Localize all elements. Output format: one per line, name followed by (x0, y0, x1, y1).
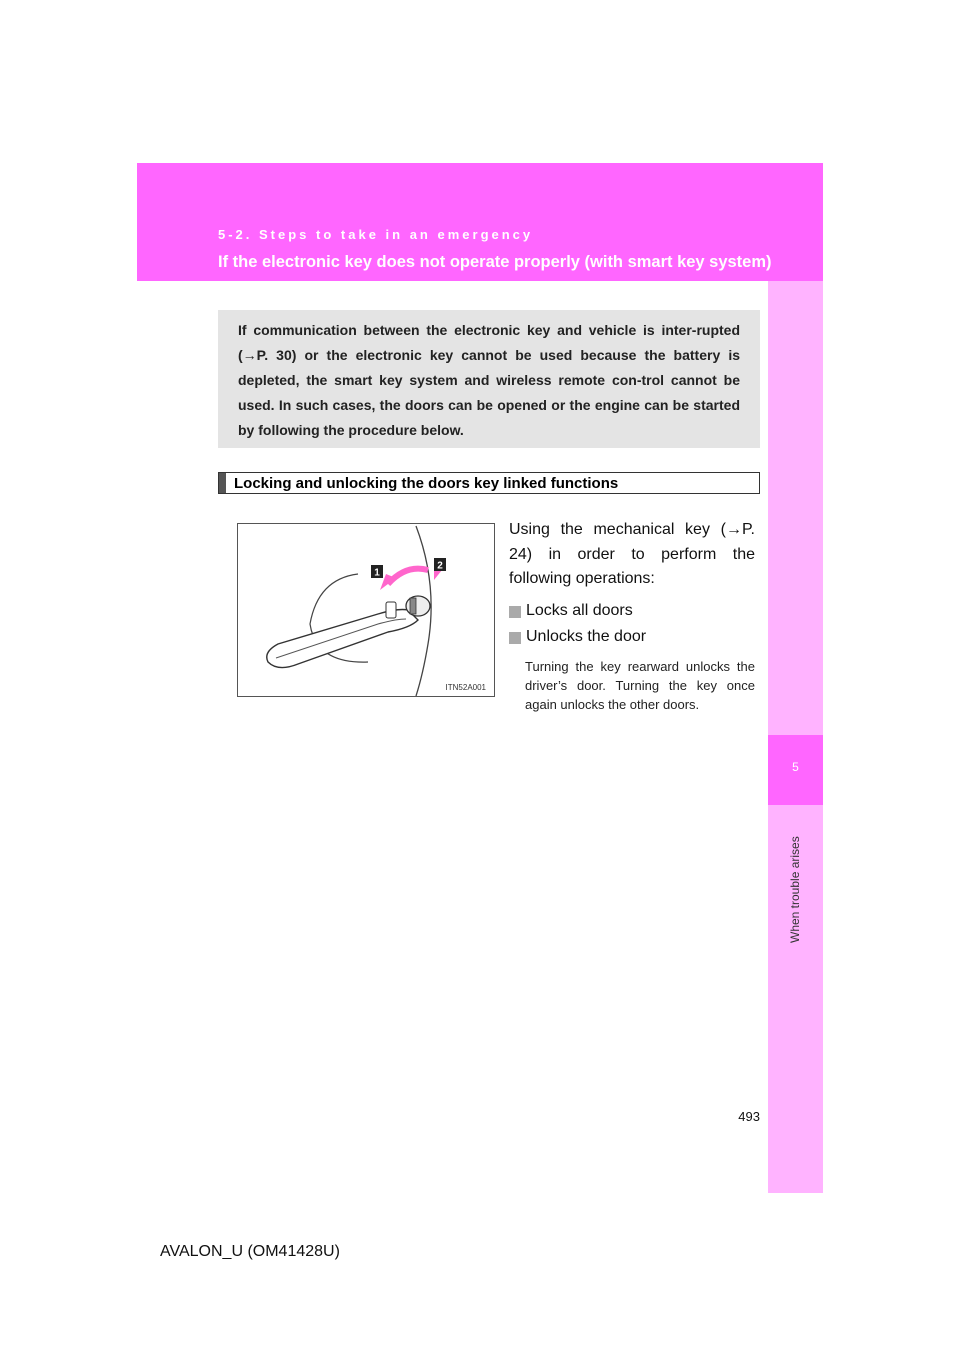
side-tab-number-label: 5 (792, 760, 799, 774)
sub-heading-bar (219, 473, 226, 493)
list-item-label: Locks all doors (526, 602, 633, 620)
door-handle-drawing (238, 524, 494, 696)
note-text: Turning the key rearward unlocks the driver’s door. Turning the key once again unlocks the other doors. (525, 659, 755, 712)
intro-box (218, 310, 760, 448)
body-text (509, 518, 755, 650)
page-number: 493 (738, 1109, 760, 1124)
sub-heading (218, 472, 760, 494)
bullet-square-icon (509, 632, 521, 644)
bullet-square-icon (509, 606, 521, 618)
list-item (509, 626, 755, 650)
illustration-code: ITN52A001 (445, 683, 486, 692)
callout-2-label: 2 (437, 560, 443, 572)
page-title: If the electronic key does not operate properly (with smart key system) (218, 252, 772, 271)
footer-code: AVALON_U (OM41428U) (160, 1243, 340, 1260)
door-handle-illustration (237, 523, 495, 697)
list-item-label: Unlocks the door (526, 628, 647, 646)
intro-text: If communication between the electronic key and vehicle is inter-rupted (→P. 30) or the electronic key cannot be used because the battery is depleted, the smart key system and wireless remote con-trol cannot be used. In such cases, the doors can be opened or the engine can be started by following the procedure below. (238, 322, 740, 438)
list-item (509, 600, 755, 624)
sub-heading-text: Locking and unlocking the doors key linked functions (234, 474, 619, 492)
section-label: 5-2. Steps to take in an emergency (218, 227, 534, 242)
side-tab-label[interactable]: When trouble arises (788, 836, 802, 944)
callout-1-label: 1 (374, 567, 380, 579)
instruction-paragraph: Using the mechanical key (→P. 24) in order to perform the following operations: (509, 521, 755, 587)
side-tab-number[interactable] (768, 735, 823, 805)
